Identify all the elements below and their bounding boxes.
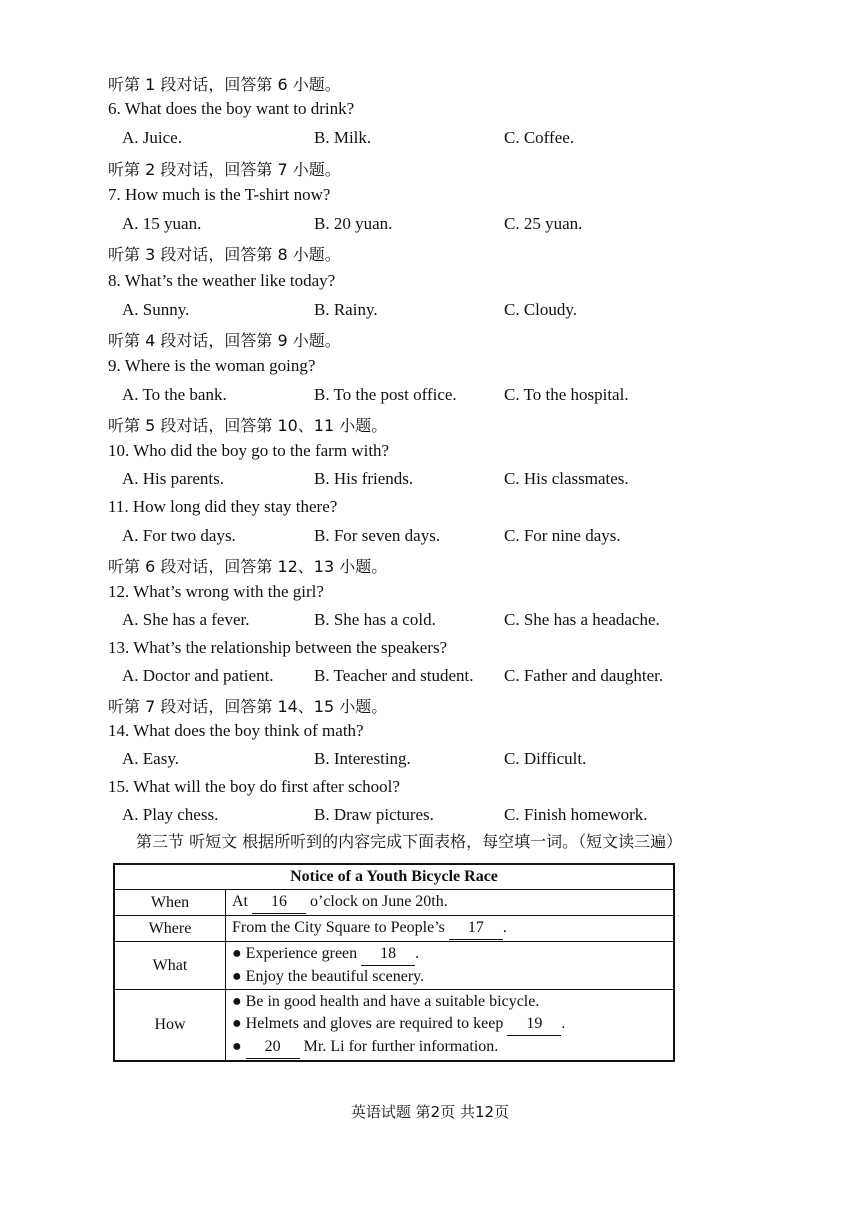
how-bullet-1: ● Be in good health and have a suitable bicycle.	[232, 993, 540, 1010]
table-row-when	[114, 890, 674, 916]
q12-option-b: B. She has a cold.	[314, 610, 436, 629]
q6-option-a: A. Juice.	[122, 128, 182, 147]
question-7: 7. How much is the T-shirt now?	[108, 185, 331, 204]
q11-option-a: A. For two days.	[122, 526, 236, 545]
row-value-how	[226, 990, 675, 1062]
q15-option-c: C. Finish homework.	[504, 805, 648, 824]
q6-option-c: C. Coffee.	[504, 128, 575, 147]
q13-option-c: C. Father and daughter.	[504, 666, 664, 685]
blank-16: 16	[252, 891, 306, 914]
dialogue-header-6: 听第 6 段对话，回答第 12、13 小题。	[108, 557, 388, 576]
q8-option-c: C. Cloudy.	[504, 300, 578, 319]
question-9: 9. Where is the woman going?	[108, 356, 316, 375]
q9-option-b: B. To the post office.	[314, 385, 457, 404]
q8-option-a: A. Sunny.	[122, 300, 190, 319]
q9-option-a: A. To the bank.	[122, 385, 227, 404]
row-key-where: Where	[114, 916, 226, 942]
blank-19: 19	[507, 1013, 561, 1036]
blank-18: 18	[361, 943, 415, 966]
row-value-what	[226, 942, 675, 990]
question-12: 12. What’s wrong with the girl?	[108, 582, 324, 601]
q6-option-b: B. Milk.	[314, 128, 372, 147]
dialogue-header-7: 听第 7 段对话，回答第 14、15 小题。	[108, 697, 388, 716]
q14-option-c: C. Difficult.	[504, 749, 587, 768]
how-bullet-3	[232, 1036, 667, 1059]
question-15: 15. What will the boy do first after school?	[108, 777, 400, 796]
q10-option-c: C. His classmates.	[504, 469, 629, 488]
q9-option-c: C. To the hospital.	[504, 385, 629, 404]
how-2-text-pre: ● Helmets and gloves are required to keep	[232, 1015, 504, 1032]
question-11: 11. How long did they stay there?	[108, 497, 338, 516]
dialogue-header-2: 听第 2 段对话，回答第 7 小题。	[108, 160, 341, 179]
where-text-post: .	[502, 919, 507, 936]
q7-option-a: A. 15 yuan.	[122, 214, 202, 233]
q10-option-b: B. His friends.	[314, 469, 414, 488]
where-text-pre: From the City Square to People’s	[232, 919, 445, 936]
row-key-what: What	[114, 942, 226, 990]
dialogue-header-1: 听第 1 段对话，回答第 6 小题。	[108, 75, 341, 94]
when-text-pre: At	[232, 893, 248, 910]
section-3-instruction: 第三节 听短文 根据所听到的内容完成下面表格，每空填一词。（短文读三遍）	[136, 832, 683, 851]
what-1-text-pre: ● Experience green	[232, 945, 358, 962]
dialogue-header-4: 听第 4 段对话，回答第 9 小题。	[108, 331, 341, 350]
question-14: 14. What does the boy think of math?	[108, 721, 364, 740]
dialogue-header-3: 听第 3 段对话，回答第 8 小题。	[108, 245, 341, 264]
how-bullet-2	[232, 1013, 667, 1036]
q8-option-b: B. Rainy.	[314, 300, 378, 319]
table-row-how	[114, 990, 674, 1062]
q14-option-b: B. Interesting.	[314, 749, 411, 768]
q15-option-b: B. Draw pictures.	[314, 805, 434, 824]
row-value-when	[226, 890, 675, 916]
table-row-where	[114, 916, 674, 942]
q13-option-a: A. Doctor and patient.	[122, 666, 274, 685]
table-title-row	[114, 864, 674, 890]
what-1-text-post: .	[415, 945, 420, 962]
table-row-what	[114, 942, 674, 990]
what-bullet-2: ● Enjoy the beautiful scenery.	[232, 968, 425, 985]
how-3-text-post: Mr. Li for further information.	[303, 1038, 499, 1055]
q7-option-c: C. 25 yuan.	[504, 214, 583, 233]
how-3-bullet: ●	[232, 1038, 242, 1055]
q12-option-c: C. She has a headache.	[504, 610, 660, 629]
blank-17: 17	[449, 917, 503, 940]
question-8: 8. What’s the weather like today?	[108, 271, 336, 290]
notice-table	[113, 863, 675, 1062]
question-10: 10. Who did the boy go to the farm with?	[108, 441, 390, 460]
page-footer: 英语试题 第2页 共12页	[350, 1103, 510, 1121]
blank-20: 20	[246, 1036, 300, 1059]
q13-option-b: B. Teacher and student.	[314, 666, 474, 685]
q14-option-a: A. Easy.	[122, 749, 179, 768]
dialogue-header-5: 听第 5 段对话，回答第 10、11 小题。	[108, 416, 388, 435]
what-bullet-1	[232, 943, 667, 966]
q15-option-a: A. Play chess.	[122, 805, 219, 824]
q11-option-c: C. For nine days.	[504, 526, 621, 545]
question-6: 6. What does the boy want to drink?	[108, 99, 355, 118]
question-13: 13. What’s the relationship between the speakers?	[108, 638, 448, 657]
table-title: Notice of a Youth Bicycle Race	[114, 864, 674, 890]
row-key-how: How	[114, 990, 226, 1062]
when-text-post: o’clock on June 20th.	[310, 893, 448, 910]
how-2-text-post: .	[561, 1015, 566, 1032]
q11-option-b: B. For seven days.	[314, 526, 441, 545]
row-value-where	[226, 916, 675, 942]
q10-option-a: A. His parents.	[122, 469, 224, 488]
q12-option-a: A. She has a fever.	[122, 610, 250, 629]
q7-option-b: B. 20 yuan.	[314, 214, 393, 233]
row-key-when: When	[114, 890, 226, 916]
